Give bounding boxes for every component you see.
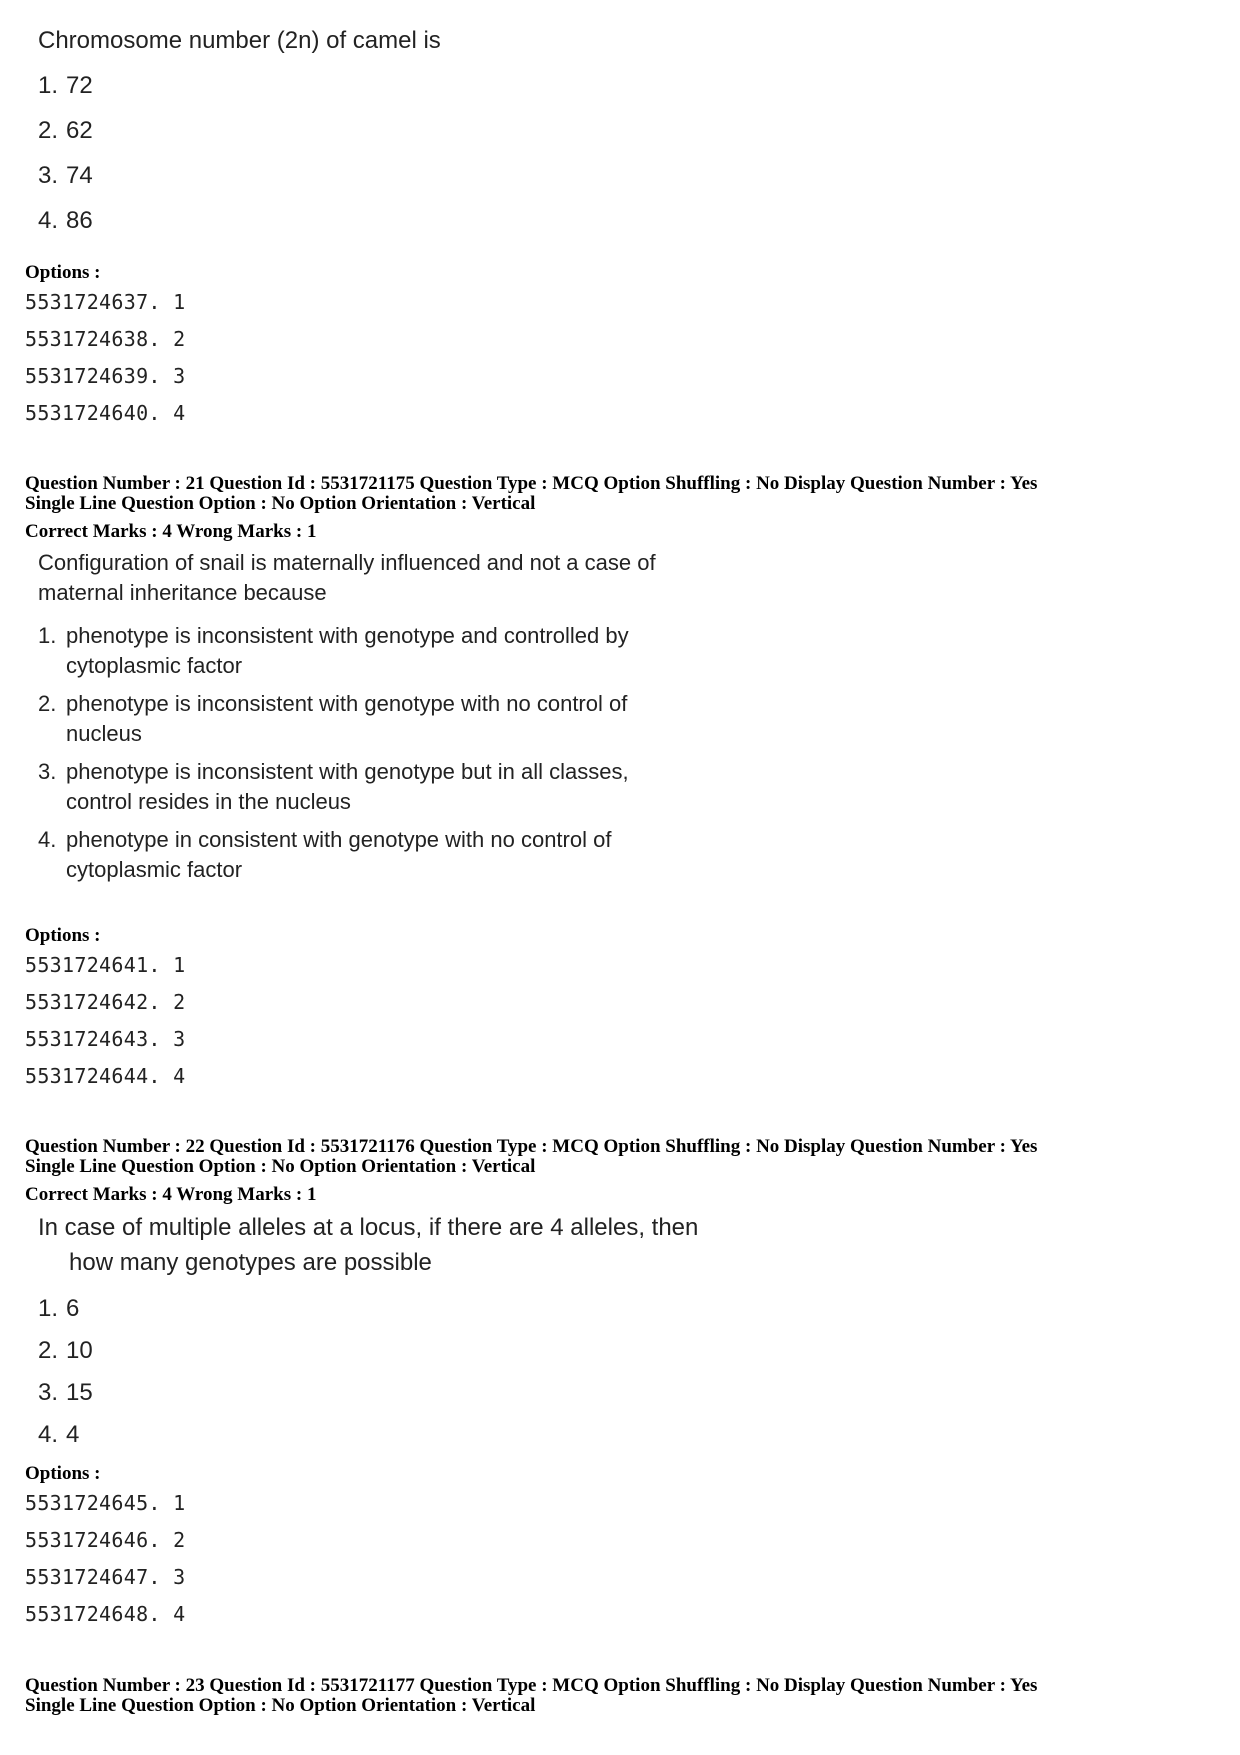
option-id: 5531724638. 2 xyxy=(25,327,186,351)
option-id: 5531724646. 2 xyxy=(25,1528,186,1552)
option-id: 5531724644. 4 xyxy=(25,1064,186,1088)
option-id: 5531724645. 1 xyxy=(25,1491,186,1515)
question-meta: Question Number : 21 Question Id : 5531721175 Question Type : MCQ Option Shuffling : No Display Question Number : Yes xyxy=(25,473,1038,494)
option-id: 5531724641. 1 xyxy=(25,953,186,977)
q21-choice: 1. phenotype is inconsistent with genotype and controlled by cytoplasmic factor xyxy=(38,623,629,678)
q20-choice: 3. 74 xyxy=(38,162,93,189)
q22-choice: 2. 10 xyxy=(38,1337,93,1364)
option-id: 5531724637. 1 xyxy=(25,290,186,314)
q21-choice: 2. phenotype is inconsistent with genotype with no control of nucleus xyxy=(38,691,628,746)
q21-choice: 3. phenotype is inconsistent with genotype but in all classes, control resides in the nucleus xyxy=(38,759,629,814)
q20-choice: 1. 72 xyxy=(38,72,93,99)
option-id: 5531724643. 3 xyxy=(25,1027,186,1051)
q22-options xyxy=(25,1463,1225,1633)
question-meta: Question Number : 22 Question Id : 5531721176 Question Type : MCQ Option Shuffling : No Display Question Number : Yes xyxy=(25,1136,1038,1157)
q22-choice: 3. 15 xyxy=(38,1379,93,1406)
q21-choice-list xyxy=(38,621,703,893)
options-heading: Options : xyxy=(25,262,101,283)
question-meta: Single Line Question Option : No Option Orientation : Vertical xyxy=(25,493,536,514)
q20-choice: 4. 86 xyxy=(38,207,93,234)
q22-choice: 1. 6 xyxy=(38,1295,80,1322)
q22-choice: 4. 4 xyxy=(38,1421,80,1448)
q20-choice: 2. 62 xyxy=(38,117,93,144)
option-id: 5531724642. 2 xyxy=(25,990,186,1014)
q22-question-image xyxy=(38,1210,778,1460)
question-meta: Single Line Question Option : No Option Orientation : Vertical xyxy=(25,1695,536,1716)
q20-stem: Chromosome number (2n) of camel is xyxy=(38,27,441,54)
question-meta: Single Line Question Option : No Option Orientation : Vertical xyxy=(25,1156,536,1177)
q21-options xyxy=(25,925,1225,1095)
question-marks: Correct Marks : 4 Wrong Marks : 1 xyxy=(25,521,317,542)
q20-choice-list xyxy=(38,69,598,249)
q20-question-image xyxy=(38,24,598,249)
q21-header xyxy=(25,474,1225,542)
q21-question-image xyxy=(38,548,703,893)
q22-header xyxy=(25,1137,1225,1205)
question-meta: Question Number : 23 Question Id : 5531721177 Question Type : MCQ Option Shuffling : No Display Question Number : Yes xyxy=(25,1675,1038,1696)
option-id: 5531724640. 4 xyxy=(25,401,186,425)
q22-choice-list xyxy=(38,1292,778,1460)
options-heading: Options : xyxy=(25,925,101,946)
q23-header xyxy=(25,1676,1225,1716)
q22-stem: In case of multiple alleles at a locus, if there are 4 alleles, then how many genotypes are possible xyxy=(38,1214,699,1276)
q21-choice: 4. phenotype in consistent with genotype with no control of cytoplasmic factor xyxy=(38,827,612,882)
q20-options xyxy=(25,262,1225,432)
options-heading: Options : xyxy=(25,1463,101,1484)
question-marks: Correct Marks : 4 Wrong Marks : 1 xyxy=(25,1184,317,1205)
option-id: 5531724639. 3 xyxy=(25,364,186,388)
option-id: 5531724648. 4 xyxy=(25,1602,186,1626)
option-id: 5531724647. 3 xyxy=(25,1565,186,1589)
q21-stem: Configuration of snail is maternally influenced and not a case of maternal inheritance because xyxy=(38,550,656,605)
